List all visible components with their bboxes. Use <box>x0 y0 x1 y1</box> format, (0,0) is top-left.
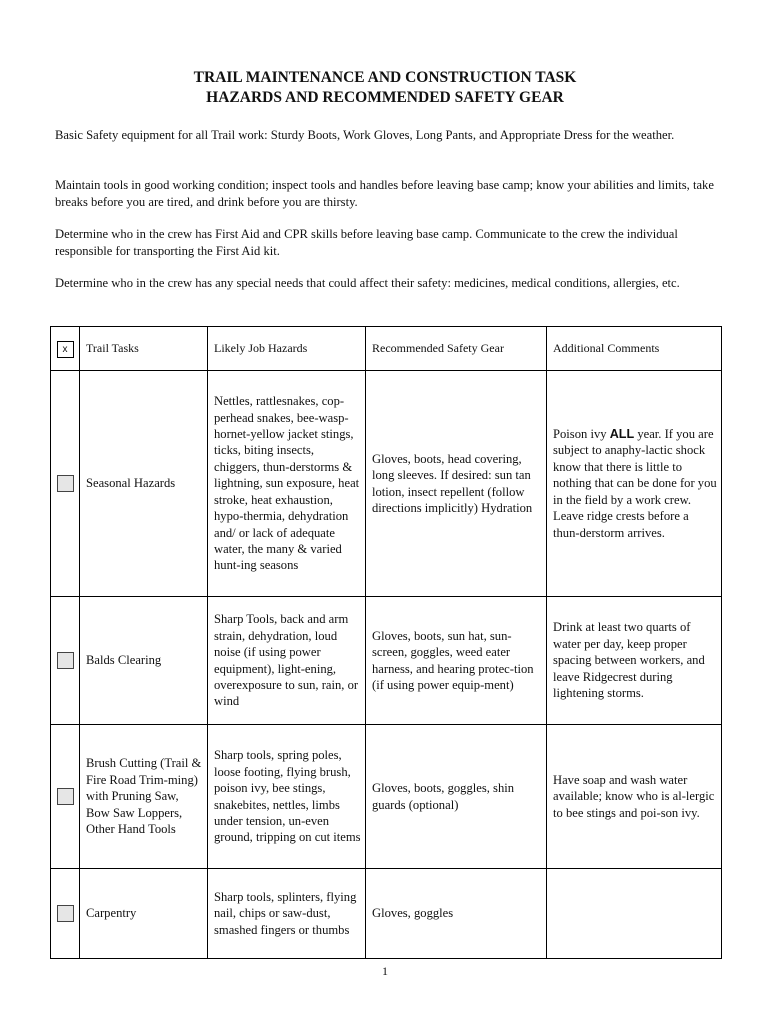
header-additional-comments: Additional Comments <box>547 327 722 371</box>
paragraph-basic-safety: Basic Safety equipment for all Trail work: Sturdy Boots, Work Gloves, Long Pants, and Appropriate Dress for the weather. <box>55 128 675 142</box>
document-title <box>0 68 770 108</box>
comments-text: Poison ivy <box>553 427 610 442</box>
hazards-table <box>50 326 722 959</box>
comments-cell <box>547 371 722 597</box>
gear-cell: Gloves, boots, goggles, shin guards (optional) <box>366 725 547 869</box>
row-checkbox[interactable] <box>57 905 74 922</box>
page-number: 1 <box>382 964 388 978</box>
row-checkbox[interactable] <box>57 475 74 492</box>
row-checkbox-cell <box>51 371 80 597</box>
table-row <box>51 725 722 869</box>
task-cell: Balds Clearing <box>80 597 208 725</box>
header-checkbox[interactable]: x <box>57 341 74 358</box>
header-recommended-safety-gear: Recommended Safety Gear <box>366 327 547 371</box>
header-likely-job-hazards: Likely Job Hazards <box>208 327 366 371</box>
row-checkbox[interactable] <box>57 788 74 805</box>
task-cell: Carpentry <box>80 869 208 959</box>
paragraph-special-needs: Determine who in the crew has any special needs that could affect their safety: medicines, medical conditions, allergies, etc. <box>55 276 680 290</box>
gear-cell: Gloves, goggles <box>366 869 547 959</box>
hazards-cell: Sharp tools, spring poles, loose footing, flying brush, poison ivy, bee stings, snakebites, nettles, limbs under tension, un-even ground, tripping on cut items <box>208 725 366 869</box>
comments-cell <box>547 869 722 959</box>
gear-cell: Gloves, boots, head covering, long sleeves. If desired: sun tan lotion, insect repellent (follow directions implicitly) Hydration <box>366 371 547 597</box>
comments-cell: Have soap and wash water available; know who is al-lergic to bee stings and poi-son ivy. <box>547 725 722 869</box>
comments-cell: Drink at least two quarts of water per day, keep proper spacing between workers, and leave Ridgecrest during lightening storms. <box>547 597 722 725</box>
hazards-cell: Sharp Tools, back and arm strain, dehydration, loud noise (if using power equipment), light-ening, overexposure to sun, rain, or wind <box>208 597 366 725</box>
task-cell: Seasonal Hazards <box>80 371 208 597</box>
table-row <box>51 371 722 597</box>
row-checkbox[interactable] <box>57 652 74 669</box>
paragraph-first-aid: Determine who in the crew has First Aid and CPR skills before leaving base camp. Communicate to the crew the individual responsible for transporting the First Aid kit. <box>55 227 678 258</box>
paragraph-tool-maintenance: Maintain tools in good working condition; inspect tools and handles before leaving base camp; know your abilities and limits, take breaks before you are tired, and drink before you are thirsty. <box>55 178 714 209</box>
comments-text: year. If you are subject to anaphy-lactic shock know that there is little to nothing that can be done for you in the field by a work crew. Leave ridge crests before a thun-derstorm arrives. <box>553 427 717 540</box>
comments-emphasis: ALL <box>609 427 635 442</box>
header-trail-tasks: Trail Tasks <box>80 327 208 371</box>
row-checkbox-cell <box>51 725 80 869</box>
table-row <box>51 869 722 959</box>
header-checkbox-cell <box>51 327 80 371</box>
gear-cell: Gloves, boots, sun hat, sun-screen, goggles, weed eater harness, and hearing protec-tion (if using power equip-ment) <box>366 597 547 725</box>
row-checkbox-cell <box>51 869 80 959</box>
table-row <box>51 597 722 725</box>
title-line-2: HAZARDS AND RECOMMENDED SAFETY GEAR <box>206 89 564 106</box>
task-cell: Brush Cutting (Trail & Fire Road Trim-ming) with Pruning Saw, Bow Saw Loppers, Other Hand Tools <box>80 725 208 869</box>
table-header-row <box>51 327 722 371</box>
hazards-cell: Nettles, rattlesnakes, cop-perhead snakes, bee-wasp-hornet-yellow jacket stings, ticks, biting insects, chiggers, thun-derstorms & lightning, sun exposure, heat stroke, heat exhaustion, hypo-thermia, dehydration and/ or lack of adequate water, the many & varied hunt-ing seasons <box>208 371 366 597</box>
row-checkbox-cell <box>51 597 80 725</box>
title-line-1: TRAIL MAINTENANCE AND CONSTRUCTION TASK <box>193 69 577 86</box>
hazards-cell: Sharp tools, splinters, flying nail, chips or saw-dust, smashed fingers or thumbs <box>208 869 366 959</box>
